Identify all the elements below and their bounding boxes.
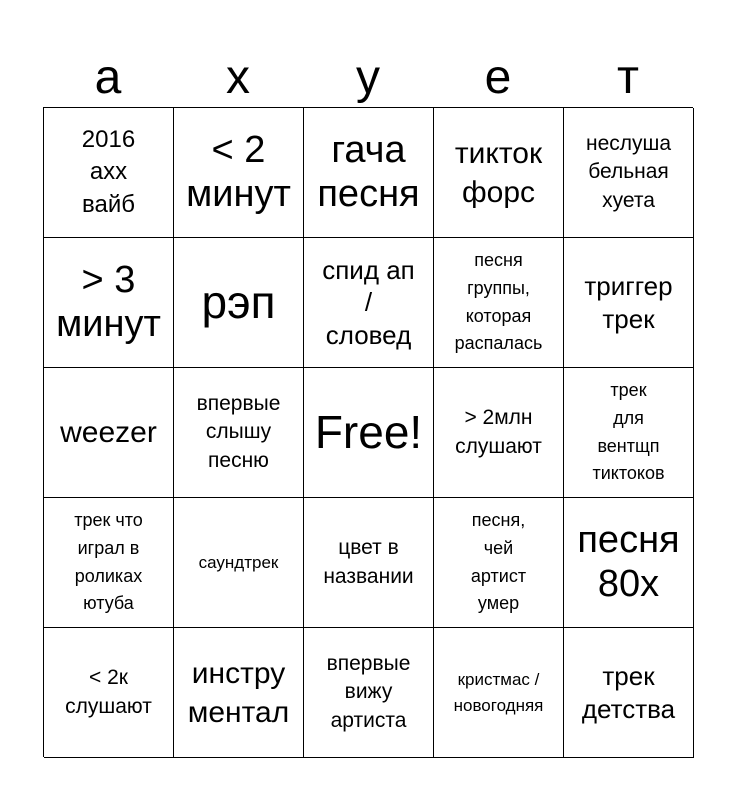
header-letter-2: х	[226, 51, 250, 104]
bingo-cell[interactable]: впервые вижу артиста	[304, 628, 434, 758]
bingo-cell[interactable]: weezer	[44, 368, 174, 498]
header-letter-5: т	[617, 51, 639, 104]
bingo-cell[interactable]: трек для вентщп тиктоков	[564, 368, 694, 498]
bingo-cell[interactable]: кристмас / новогодняя	[434, 628, 564, 758]
bingo-cell[interactable]: > 2млн слушают	[434, 368, 564, 498]
bingo-cell[interactable]: 2016 ахх вайб	[44, 108, 174, 238]
bingo-header	[43, 50, 693, 106]
bingo-cell[interactable]: триггер трек	[564, 238, 694, 368]
bingo-cell[interactable]: < 2 минут	[174, 108, 304, 238]
bingo-cell[interactable]: инстру ментал	[174, 628, 304, 758]
bingo-cell[interactable]: саундтрек	[174, 498, 304, 628]
bingo-cell[interactable]: песня 80х	[564, 498, 694, 628]
header-letter-4: е	[484, 51, 512, 104]
bingo-cell[interactable]: песня, чей артист умер	[434, 498, 564, 628]
bingo-cell[interactable]: < 2к слушают	[44, 628, 174, 758]
bingo-cell[interactable]: неслуша бельная хуета	[564, 108, 694, 238]
bingo-cell[interactable]: трек детства	[564, 628, 694, 758]
bingo-cell[interactable]: впервые слышу песню	[174, 368, 304, 498]
bingo-cell[interactable]: песня группы, которая распалась	[434, 238, 564, 368]
header-letter-3: у	[356, 51, 380, 104]
header-letter-1: а	[94, 51, 122, 104]
bingo-cell[interactable]: тикток форс	[434, 108, 564, 238]
bingo-cell[interactable]: гача песня	[304, 108, 434, 238]
bingo-cell[interactable]: рэп	[174, 238, 304, 368]
bingo-grid	[43, 107, 693, 757]
bingo-cell[interactable]: спид ап / словед	[304, 238, 434, 368]
bingo-cell[interactable]: > 3 минут	[44, 238, 174, 368]
bingo-cell[interactable]: Free!	[304, 368, 434, 498]
bingo-cell[interactable]: трек что играл в роликах ютуба	[44, 498, 174, 628]
bingo-cell[interactable]: цвет в названии	[304, 498, 434, 628]
